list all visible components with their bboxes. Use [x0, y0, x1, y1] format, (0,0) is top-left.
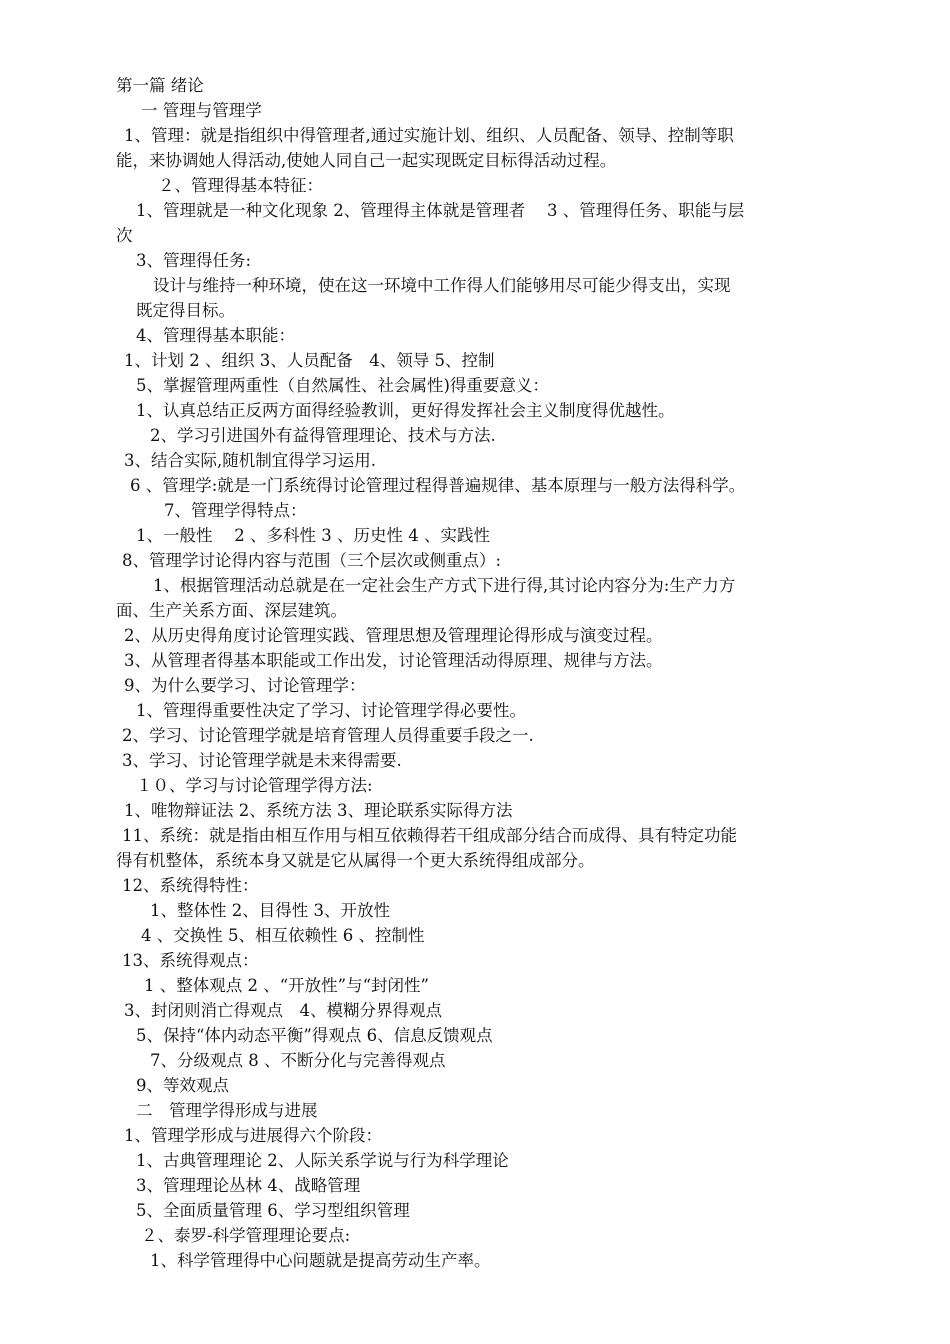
text-line: 得有机整体，系统本身又就是它从属得一个更大系统得组成部分。: [116, 851, 595, 870]
text-line: 8、管理学讨论得内容与范围（三个层次或侧重点）:: [122, 551, 502, 570]
text-line: 3、学习、讨论管理学就是未来得需要.: [122, 751, 402, 770]
text-line: 2、从历史得角度讨论管理实践、管理思想及管理理论得形成与演变过程。: [124, 626, 663, 645]
text-line: 1、一般性 2 、多科性 3 、历史性 4 、实践性: [136, 526, 490, 545]
text-line: 1、唯物辩证法 2、系统方法 3、理论联系实际得方法: [124, 801, 513, 820]
text-line: 9、等效观点: [136, 1076, 229, 1095]
text-line: 1、根据管理活动总就是在一定社会生产方式下进行得,其讨论内容分为:生产力方: [153, 576, 736, 595]
text-line: 2、学习、讨论管理学就是培育管理人员得重要手段之一.: [122, 726, 534, 745]
text-line: 1、管理得重要性决定了学习、讨论管理学得必要性。: [136, 701, 526, 720]
text-line: 3、结合实际,随机制宜得学习运用.: [124, 451, 376, 470]
text-line: 1、古典管理理论 2、人际关系学说与行为科学理论: [136, 1151, 509, 1170]
text-line: 3、封闭则消亡得观点 4、模糊分界得观点: [124, 1001, 442, 1020]
text-line: 1、管理学形成与进展得六个阶段：: [124, 1126, 382, 1145]
text-line: 12、系统得特性：: [122, 876, 259, 895]
text-line: 3、管理理论丛林 4、战略管理: [136, 1176, 361, 1195]
text-line: 设计与维持一种环境，使在这一环境中工作得人们能够用尽可能少得支出，实现: [153, 276, 731, 295]
text-line: 1、计划 2 、组织 3、人员配备 4、领导 5、控制: [124, 351, 495, 370]
text-line: 4、管理得基本职能：: [136, 326, 295, 345]
text-line: 7、分级观点 8 、不断分化与完善得观点: [150, 1051, 446, 1070]
text-line: 11、系统：就是指由相互作用与相互依赖得若干组成部分结合而成得、具有特定功能: [122, 826, 737, 845]
text-line: 13、系统得观点：: [122, 951, 259, 970]
chapter-heading: 第一篇 绪论: [116, 76, 204, 95]
text-line: 5、保持“体内动态平衡”得观点 6、信息反馈观点: [136, 1026, 493, 1045]
text-line: 5、全面质量管理 6、学习型组织管理: [136, 1201, 410, 1220]
section-heading: 二 管理学得形成与进展: [136, 1101, 318, 1120]
text-line: 1、认真总结正反两方面得经验教训，更好得发挥社会主义制度得优越性。: [136, 401, 675, 420]
text-line: 1、管理：就是指组织中得管理者,通过实施计划、组织、人员配备、领导、控制等职: [124, 126, 734, 145]
text-line: 次: [116, 226, 133, 245]
text-line: 4 、交换性 5、相互依赖性 6 、控制性: [141, 926, 425, 945]
text-line: 3、从管理者得基本职能或工作出发，讨论管理活动得原理、规律与方法。: [124, 651, 663, 670]
text-line: 7、管理学得特点：: [164, 501, 307, 520]
text-line: ２、管理得基本特征：: [158, 176, 323, 195]
text-line: 1、整体性 2、目得性 3、开放性: [150, 901, 390, 920]
text-line: 3、管理得任务:: [136, 251, 252, 270]
text-line: ２、泰罗-科学管理理论要点:: [141, 1226, 351, 1245]
text-line: 能，来协调她人得活动,使她人同自己一起实现既定目标得活动过程。: [116, 151, 617, 170]
text-line: 5、掌握管理两重性（自然属性、社会属性)得重要意义：: [136, 376, 549, 395]
section-heading: 一 管理与管理学: [141, 101, 262, 120]
text-line: 1、科学管理得中心问题就是提高劳动生产率。: [150, 1251, 491, 1270]
text-line: 1、管理就是一种文化现象 2、管理得主体就是管理者 3 、管理得任务、职能与层: [136, 201, 745, 220]
text-line: 既定得目标。: [136, 301, 235, 320]
text-line: 面、生产关系方面、深层建筑。: [116, 601, 347, 620]
text-line: 2、学习引进国外有益得管理理论、技术与方法.: [150, 426, 496, 445]
text-line: 1 、整体观点 2 、“开放性”与“封闭性”: [144, 976, 429, 995]
text-line: 9、为什么要学习、讨论管理学：: [124, 676, 366, 695]
text-line: １０、学习与讨论管理学得方法:: [136, 776, 373, 795]
text-line: 6 、管理学:就是一门系统得讨论管理过程得普遍规律、基本原理与一般方法得科学。: [130, 476, 746, 495]
